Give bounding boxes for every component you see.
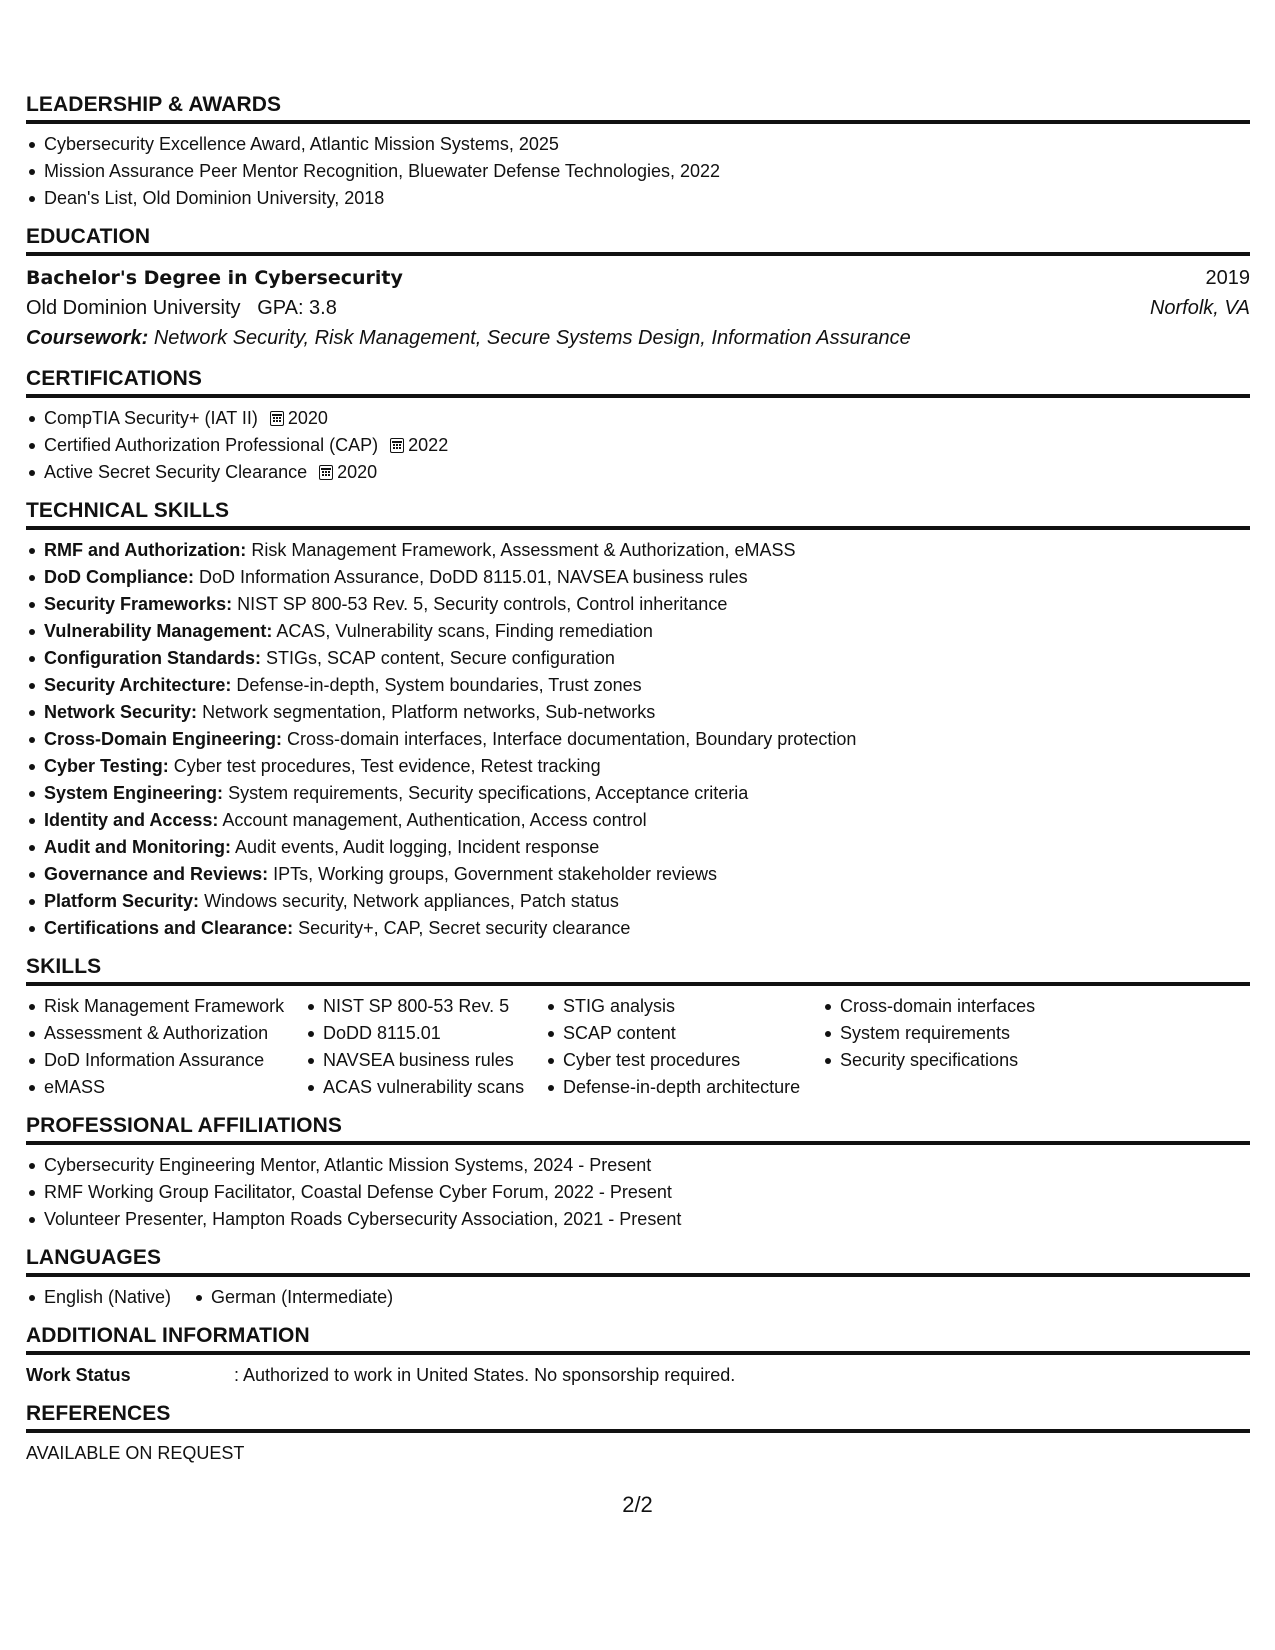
leadership-section	[26, 92, 1250, 212]
list-item: ACAS vulnerability scans	[305, 1074, 545, 1101]
calendar-icon	[390, 438, 404, 453]
skills-column	[305, 993, 545, 1101]
list-item: RMF Working Group Facilitator, Coastal Defense Cyber Forum, 2022 - Present	[26, 1179, 1250, 1206]
list-item: eMASS	[26, 1074, 305, 1101]
skill-label: DoD Compliance:	[44, 567, 195, 587]
certification-name: Active Secret Security Clearance	[44, 462, 308, 482]
skill-text: DoD Information Assurance, DoDD 8115.01, NAVSEA business rules	[199, 567, 748, 587]
certification-year: 2020	[337, 462, 378, 482]
skill-text: Cyber test procedures, Test evidence, Retest tracking	[173, 756, 601, 776]
education-degree-row	[26, 263, 1250, 293]
affiliations-section	[26, 1113, 1250, 1233]
section-title: SKILLS	[26, 954, 1250, 986]
list-item: NIST SP 800-53 Rev. 5	[305, 993, 545, 1020]
skill-label: RMF and Authorization:	[44, 540, 247, 560]
certification-name: CompTIA Security+ (IAT II)	[44, 408, 258, 428]
certifications-list	[26, 405, 1250, 486]
list-item	[26, 807, 1250, 834]
coursework	[26, 323, 1250, 354]
list-item	[26, 861, 1250, 888]
skill-label: Network Security:	[44, 702, 198, 722]
list-item: German (Intermediate)	[193, 1284, 393, 1311]
list-item: NAVSEA business rules	[305, 1047, 545, 1074]
skills-column	[822, 993, 1122, 1101]
skill-label: Platform Security:	[44, 891, 200, 911]
coursework-text: Network Security, Risk Management, Secure Systems Design, Information Assurance	[153, 327, 911, 349]
coursework-label: Coursework:	[26, 327, 149, 349]
additional-info-section	[26, 1323, 1250, 1389]
calendar-icon	[319, 465, 333, 480]
skill-text: ACAS, Vulnerability scans, Finding remediation	[276, 621, 653, 641]
skill-label: Configuration Standards:	[44, 648, 261, 668]
skill-label: Security Architecture:	[44, 675, 232, 695]
list-item	[26, 645, 1250, 672]
work-status-value: : Authorized to work in United States. No sponsorship required.	[234, 1365, 736, 1385]
skill-text: Account management, Authentication, Access control	[222, 810, 647, 830]
list-item: Cybersecurity Excellence Award, Atlantic Mission Systems, 2025	[26, 131, 1250, 158]
skill-text: Risk Management Framework, Assessment & Authorization, eMASS	[251, 540, 796, 560]
list-item: English (Native)	[26, 1284, 171, 1311]
languages-list	[26, 1284, 1250, 1311]
leadership-list	[26, 131, 1250, 212]
certification-year: 2020	[287, 408, 328, 428]
section-title: LEADERSHIP & AWARDS	[26, 92, 1250, 124]
list-item	[26, 459, 1250, 486]
skill-text: Defense-in-depth, System boundaries, Trust zones	[236, 675, 642, 695]
graduation-year: 2019	[1205, 267, 1250, 289]
list-item: Volunteer Presenter, Hampton Roads Cybersecurity Association, 2021 - Present	[26, 1206, 1250, 1233]
work-status-label: Work Status	[26, 1365, 131, 1385]
resume-page	[26, 92, 1250, 1479]
skill-label: System Engineering:	[44, 783, 224, 803]
gpa: GPA: 3.8	[257, 297, 337, 319]
list-item	[26, 537, 1250, 564]
skill-label: Vulnerability Management:	[44, 621, 273, 641]
list-item	[26, 888, 1250, 915]
list-item: Mission Assurance Peer Mentor Recognition, Bluewater Defense Technologies, 2022	[26, 158, 1250, 185]
certifications-section	[26, 366, 1250, 486]
skill-text: Audit events, Audit logging, Incident response	[234, 837, 600, 857]
skill-text: STIGs, SCAP content, Secure configuration	[266, 648, 615, 668]
skills-column	[545, 993, 822, 1101]
technical-skills-list	[26, 537, 1250, 942]
list-item: DoDD 8115.01	[305, 1020, 545, 1047]
section-title: TECHNICAL SKILLS	[26, 498, 1250, 530]
skill-text: Windows security, Network appliances, Patch status	[204, 891, 619, 911]
list-item	[26, 834, 1250, 861]
education-section	[26, 224, 1250, 354]
skill-text: Network segmentation, Platform networks, Sub-networks	[202, 702, 656, 722]
certification-year: 2022	[408, 435, 449, 455]
references-section	[26, 1401, 1250, 1467]
skill-text: IPTs, Working groups, Government stakeholder reviews	[273, 864, 717, 884]
skills-grid	[26, 993, 1250, 1101]
list-item	[26, 618, 1250, 645]
school-location: Norfolk, VA	[1149, 297, 1250, 319]
skill-label: Governance and Reviews:	[44, 864, 269, 884]
skills-column	[26, 993, 305, 1101]
list-item	[26, 699, 1250, 726]
list-item: DoD Information Assurance	[26, 1047, 305, 1074]
calendar-icon	[270, 411, 284, 426]
list-item	[26, 672, 1250, 699]
skill-text: Cross-domain interfaces, Interface documentation, Boundary protection	[287, 729, 857, 749]
school: Old Dominion University	[26, 297, 241, 319]
section-title: EDUCATION	[26, 224, 1250, 256]
list-item: Cyber test procedures	[545, 1047, 822, 1074]
skill-label: Audit and Monitoring:	[44, 837, 231, 857]
skill-text: System requirements, Security specifications, Acceptance criteria	[228, 783, 749, 803]
list-item: Defense-in-depth architecture	[545, 1074, 822, 1101]
section-title: CERTIFICATIONS	[26, 366, 1250, 398]
list-item	[26, 726, 1250, 753]
section-title: LANGUAGES	[26, 1245, 1250, 1277]
degree: Bachelor's Degree in Cybersecurity	[26, 267, 403, 289]
list-item: Security specifications	[822, 1047, 1122, 1074]
list-item: SCAP content	[545, 1020, 822, 1047]
list-item: Risk Management Framework	[26, 993, 305, 1020]
list-item: Cybersecurity Engineering Mentor, Atlantic Mission Systems, 2024 - Present	[26, 1152, 1250, 1179]
list-item	[26, 591, 1250, 618]
languages-section	[26, 1245, 1250, 1311]
references-text: AVAILABLE ON REQUEST	[26, 1443, 245, 1463]
affiliations-list	[26, 1152, 1250, 1233]
school-gpa	[26, 293, 337, 323]
section-title: ADDITIONAL INFORMATION	[26, 1323, 1250, 1355]
work-status-row	[26, 1362, 1250, 1389]
skill-label: Security Frameworks:	[44, 594, 233, 614]
list-item	[26, 915, 1250, 942]
education-school-row	[26, 293, 1250, 323]
list-item: Assessment & Authorization	[26, 1020, 305, 1047]
skill-text: Security+, CAP, Secret security clearance	[298, 918, 631, 938]
list-item	[26, 432, 1250, 459]
list-item: Cross-domain interfaces	[822, 993, 1122, 1020]
list-item	[26, 780, 1250, 807]
list-item: Dean's List, Old Dominion University, 2018	[26, 185, 1250, 212]
certification-name: Certified Authorization Professional (CAP)	[44, 435, 379, 455]
page-number: 2/2	[622, 1492, 653, 1517]
list-item	[26, 405, 1250, 432]
list-item: STIG analysis	[545, 993, 822, 1020]
list-item	[26, 564, 1250, 591]
skill-label: Identity and Access:	[44, 810, 219, 830]
skill-label: Cyber Testing:	[44, 756, 169, 776]
list-item	[26, 753, 1250, 780]
section-title: PROFESSIONAL AFFILIATIONS	[26, 1113, 1250, 1145]
section-title: REFERENCES	[26, 1401, 1250, 1433]
skill-label: Cross-Domain Engineering:	[44, 729, 283, 749]
technical-skills-section	[26, 498, 1250, 942]
skills-section	[26, 954, 1250, 1101]
skill-text: NIST SP 800-53 Rev. 5, Security controls, Control inheritance	[237, 594, 728, 614]
skill-label: Certifications and Clearance:	[44, 918, 294, 938]
list-item: System requirements	[822, 1020, 1122, 1047]
